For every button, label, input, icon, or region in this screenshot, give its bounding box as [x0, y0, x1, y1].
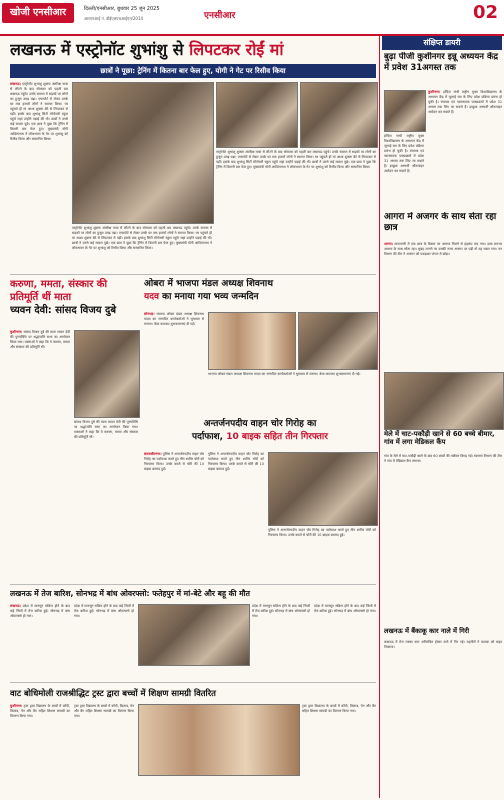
story2-photo[interactable]	[74, 330, 140, 418]
story2-title-black: च्यवन देवी: सांसद विजय दुबे	[10, 305, 117, 316]
sidebar-item3-title: मेले में चाट-पकौड़ी खाने से 60 बच्चे बीमार, गांव में लगा मेडिकल कैंप	[384, 430, 495, 446]
page-number: 02	[472, 2, 498, 23]
sidebar-item2-title: आगरा में अजगर के साथ सेता रहा छात्र	[384, 212, 497, 233]
sidebar-item1-photo[interactable]	[384, 90, 426, 132]
story5-body-text-cont3: प्रदेश में मानसून सक्रिय होने के बाद कई जिलों में तेज बारिश हुई। सोनभद्र में बांध ओवरफ्लो हो गया।	[314, 604, 376, 613]
lead-body-col3	[72, 226, 212, 272]
divider	[10, 274, 376, 275]
story5-photo[interactable]	[138, 604, 250, 666]
story6-body-text-cont: ट्रस्ट द्वारा विद्यालय के बच्चों में कॉपी, किताब, पेन और बैग सहित शिक्षण सामग्री का वितरण किया गया।	[74, 704, 134, 718]
story4-body-text-cont2: पुलिस ने अन्तर्जनपदीय वाहन चोर गिरोह का पर्दाफाश करते हुए तीन शातिर चोरों को गिरफ्तार किया। उनके कब्जे से चोरी की 10 बाइक बरामद हुईं।	[268, 528, 376, 537]
sidebar-item3-text: गांव के मेले में चाट-पकौड़ी खाने के बाद 60 बच्चों की तबीयत बिगड़ गई। स्वास्थ्य विभाग की टीम ने गांव में मेडिकल कैंप लगाया।	[384, 454, 502, 463]
sidebar-item4-title: लखनऊ में बैंकाकू कार नाले में गिरी	[384, 627, 470, 635]
story6-body-col2	[74, 704, 134, 798]
lead-body-col1	[10, 82, 68, 272]
story3-body-text: भाजपा ओबरा मंडल अध्यक्ष शिवनाथ यादव का जन्मदिन कार्यकर्ताओं ने धूमधाम से मनाया। केक काटकर शुभकामनाएं दी गईं।	[144, 312, 204, 326]
sidebar-item3-headline[interactable]	[384, 430, 502, 452]
sidebar-item2-text: ताजनगरी में एक छात्र के बिस्तर पर अजगर मिलने से हड़कंप मच गया। छात्र रातभर अजगर के साथ सोता रहा। सुबह जागने पर उसकी नजर अजगर पर पड़ी तो वह घबरा गया। वन विभाग की टीम ने अजगर को पकड़कर जंगल में छोड़ा।	[384, 242, 502, 256]
story5-byline: लखनऊ।	[10, 604, 21, 608]
story3-headline[interactable]	[144, 278, 376, 308]
story5-body-text-cont2: प्रदेश में मानसून सक्रिय होने के बाद कई जिलों में तेज बारिश हुई। सोनभद्र में बांध ओवरफ्लो हो गया।	[252, 604, 310, 618]
story4-body-col2	[208, 452, 264, 582]
sidebar-photo-mid[interactable]	[384, 372, 504, 430]
story4-title-red: 10 बाइक सहित तीन गिरफ्तार	[226, 432, 328, 442]
lead-headline-black: लखनऊ में एस्ट्रोनॉट शुभांशु से	[10, 40, 184, 59]
sidebar-item4-text: लखनऊ में तेज रफ्तार कार अनियंत्रित होकर नाले में गिर गई। राहगीरों ने चालक को बाहर निकाला।	[384, 640, 502, 649]
sidebar-item2-byline: आगरा।	[384, 242, 393, 246]
sidebar-item1-body-col2	[384, 134, 424, 210]
story4-title-line1: अन्तर्जनपदीय वाहन चोर गिरोह का	[203, 419, 317, 429]
story2-byline: कुशीनगर।	[10, 330, 23, 334]
story3-photo-1[interactable]	[208, 312, 296, 370]
story4-body	[144, 452, 204, 582]
lead-body-text-cont2: एस्ट्रोनॉट शुभांशु शुक्ला अंतरिक्ष यात्रा से लौटने के बाद सोमवार को पहली बार लखनऊ पहुंचे। उनके स्वागत में सड़कों पर लोगों का हुजूम उमड़ पड़ा। एयरपोर्ट से लेकर उनके घर तक हजारों लोगों ने स्वागत किया। घर पहुंचते ही मां आशा शुक्ला बेटे से लिपटकर रो पड़ीं। इसके बाद शुभांशु सिटी मॉन्टेसरी स्कूल पहुंचे जहां उन्होंने पढ़ाई की थी। छात्रों ने उनसे कई सवाल पूछे। एक छात्र ने पूछा कि ट्रेनिंग में कितनी बार फेल हुए। मुख्यमंत्री योगी आदित्यनाथ ने लोकभवन के गेट पर शुभांशु को रिसीव किया और सम्मानित किया।	[72, 226, 212, 250]
story2-body-col2	[74, 420, 138, 480]
sidebar-item1-text: इन्दिरा गांधी राष्ट्रीय मुक्त विश्वविद्यालय के अध्ययन केंद्र में जुलाई सत्र के लिए प्रवेश प्रक्रिया प्रारंभ हो चुकी है। स्नातक एवं परास्नातक पाठ्यक्रमों में प्रवेश 31 अगस्त तक लिए जा सकते हैं। इच्छुक अभ्यर्थी ऑनलाइन आवेदन कर सकते हैं।	[428, 90, 502, 114]
story5-body-col3	[252, 604, 310, 680]
story6-body-text: ट्रस्ट द्वारा विद्यालय के बच्चों में कॉपी, किताब, पेन और बैग सहित शिक्षण सामग्री का वितरण किया गया।	[10, 704, 70, 718]
lead-body-col2	[216, 150, 376, 270]
story3-body-col2	[208, 372, 376, 416]
registration-number: आरएनआई नं. डीईएलएचआईएन/2014	[84, 16, 144, 21]
sidebar-item2-headline[interactable]	[384, 212, 502, 240]
story4-title-black: पर्दाफाश,	[192, 432, 224, 442]
story6-headline[interactable]	[10, 684, 376, 702]
lead-subhead: छात्रों ने पूछा: ट्रेनिंग में कितना बार फेल हुए, योगी ने गेट पर रिसीव किया	[10, 64, 376, 78]
column-rule	[379, 36, 380, 798]
story3-title-line1: ओबरा में भाजपा मंडल अध्यक्ष शिवनाथ	[144, 279, 273, 289]
lead-photo-2[interactable]	[216, 82, 298, 148]
story4-body-text: पुलिस ने अन्तर्जनपदीय वाहन चोर गिरोह का पर्दाफाश करते हुए तीन शातिर चोरों को गिरफ्तार किया। उनके कब्जे से चोरी की 10 बाइक बरामद हुईं।	[144, 452, 204, 471]
masthead	[0, 0, 504, 36]
sidebar-item2-body	[384, 242, 502, 370]
lead-body-text: एस्ट्रोनॉट शुभांशु शुक्ला अंतरिक्ष यात्रा से लौटने के बाद सोमवार को पहली बार लखनऊ पहुंचे। उनके स्वागत में सड़कों पर लोगों का हुजूम उमड़ पड़ा। एयरपोर्ट से लेकर उनके घर तक हजारों लोगों ने स्वागत किया। घर पहुंचते ही मां आशा शुक्ला बेटे से लिपटकर रो पड़ीं। इसके बाद शुभांशु सिटी मॉन्टेसरी स्कूल पहुंचे जहां उन्होंने पढ़ाई की थी। छात्रों ने उनसे कई सवाल पूछे। एक छात्र ने पूछा कि ट्रेनिंग में कितनी बार फेल हुए। मुख्यमंत्री योगी आदित्यनाथ ने लोकभवन के गेट पर शुभांशु को रिसीव किया और सम्मानित किया।	[10, 82, 68, 141]
section-name: एनसीआर	[204, 11, 236, 21]
sidebar-item1-byline: कुशीनगर।	[428, 90, 441, 94]
story2-body-text: सांसद विजय दुबे की माता च्यवन देवी की पुण्यतिथि पर श्रद्धांजलि सभा का आयोजन किया गया। वक्ताओं ने कहा कि वे करुणा, ममता और संस्कार की प्रतिमूर्ति थीं।	[10, 330, 70, 349]
story6-body	[10, 704, 70, 798]
story3-title-name: यदव	[144, 292, 160, 302]
story2-headline[interactable]	[10, 278, 138, 324]
sidebar-item1-text-cont: इन्दिरा गांधी राष्ट्रीय मुक्त विश्वविद्यालय के अध्ययन केंद्र में जुलाई सत्र के लिए प्रवेश प्रक्रिया प्रारंभ हो चुकी है। स्नातक एवं परास्नातक पाठ्यक्रमों में प्रवेश 31 अगस्त तक लिए जा सकते हैं। इच्छुक अभ्यर्थी ऑनलाइन आवेदन कर सकते हैं।	[384, 134, 424, 173]
lead-headline[interactable]	[10, 36, 376, 64]
story6-body-col3	[302, 704, 376, 798]
story5-body-col4	[314, 604, 376, 680]
story6-byline: कुशीनगर।	[10, 704, 23, 708]
story6-title: वाट बोधिमोली राजश्रीद्धिट ट्रस्ट द्वारा बच्चों में शिक्षण सामग्री वितरित	[10, 688, 216, 698]
story5-body	[10, 604, 70, 680]
sidebar-item3-body	[384, 454, 502, 622]
story3-body-text-cont: भाजपा ओबरा मंडल अध्यक्ष शिवनाथ यादव का जन्मदिन कार्यकर्ताओं ने धूमधाम से मनाया। केक काटकर शुभकामनाएं दी गईं।	[208, 372, 361, 376]
story4-headline[interactable]	[144, 418, 376, 448]
sidebar-item4-headline[interactable]	[384, 624, 502, 638]
story3-photo-2[interactable]	[298, 312, 378, 370]
story2-body	[10, 330, 70, 480]
story5-headline[interactable]	[10, 586, 376, 602]
sidebar-label: संक्षिप्त डायरी	[382, 36, 502, 50]
publication-logo[interactable]: खोजी एनसीआर	[2, 3, 74, 23]
lead-byline: लखनऊ।	[10, 82, 21, 86]
sidebar-item1-body	[428, 90, 502, 210]
sidebar-item4-body	[384, 640, 502, 798]
story3-title-line2: का मनाया गया भव्य जन्मदिन	[162, 292, 259, 302]
story6-photo[interactable]	[138, 704, 300, 776]
story4-photo[interactable]	[268, 452, 378, 526]
lead-body-text-cont: एस्ट्रोनॉट शुभांशु शुक्ला अंतरिक्ष यात्रा से लौटने के बाद सोमवार को पहली बार लखनऊ पहुंचे। उनके स्वागत में सड़कों पर लोगों का हुजूम उमड़ पड़ा। एयरपोर्ट से लेकर उनके घर तक हजारों लोगों ने स्वागत किया। घर पहुंचते ही मां आशा शुक्ला बेटे से लिपटकर रो पड़ीं। इसके बाद शुभांशु सिटी मॉन्टेसरी स्कूल पहुंचे जहां उन्होंने पढ़ाई की थी। छात्रों ने उनसे कई सवाल पूछे। एक छात्र ने पूछा कि ट्रेनिंग में कितनी बार फेल हुए। मुख्यमंत्री योगी आदित्यनाथ ने लोकभवन के गेट पर शुभांशु को रिसीव किया और सम्मानित किया।	[216, 150, 376, 169]
story4-body-text-cont: पुलिस ने अन्तर्जनपदीय वाहन चोर गिरोह का पर्दाफाश करते हुए तीन शातिर चोरों को गिरफ्तार किया। उनके कब्जे से चोरी की 10 बाइक बरामद हुईं।	[208, 452, 264, 471]
lead-photo-3[interactable]	[300, 82, 378, 148]
story5-title: लखनऊ में तेज बारिश, सोनभद्र में बांध ओवरफ्लो: फतेहपुर में मां-बेटे और बहू की मौत	[10, 589, 250, 598]
issue-date: दिल्ली/एनसीआर, बुधवार 25 जून 2025	[84, 6, 160, 12]
story4-byline: संतकबीरनगर।	[144, 452, 162, 456]
story3-byline: सोनभद्र।	[144, 312, 155, 316]
story4-body-col3	[268, 528, 376, 582]
sidebar-item1-headline[interactable]	[384, 52, 502, 88]
sidebar-item1-title: बुढ़ा पीजी कुशीनगर इन्नू अध्ययन केंद्र में प्रवेश 31अगस्त तक	[384, 52, 498, 73]
story5-body-text-cont: प्रदेश में मानसून सक्रिय होने के बाद कई जिलों में तेज बारिश हुई। सोनभद्र में बांध ओवरफ्लो हो गया।	[74, 604, 134, 618]
divider	[10, 584, 376, 585]
story2-body-text-cont: सांसद विजय दुबे की माता च्यवन देवी की पुण्यतिथि पर श्रद्धांजलि सभा का आयोजन किया गया। वक्ताओं ने कहा कि वे करुणा, ममता और संस्कार की प्रतिमूर्ति थीं।	[74, 420, 138, 439]
divider	[10, 682, 376, 683]
story6-body-text-cont2: ट्रस्ट द्वारा विद्यालय के बच्चों में कॉपी, किताब, पेन और बैग सहित शिक्षण सामग्री का वितरण किया गया।	[302, 704, 376, 713]
story2-title-red: करुणा, ममता, संस्कार की प्रतिमूर्ति थीं माता	[10, 279, 108, 303]
story3-body	[144, 312, 204, 416]
story5-body-col2	[74, 604, 134, 680]
lead-photo-main[interactable]	[72, 82, 214, 224]
story5-body-text: प्रदेश में मानसून सक्रिय होने के बाद कई जिलों में तेज बारिश हुई। सोनभद्र में बांध ओवरफ्लो हो गया।	[10, 604, 70, 618]
lead-headline-red: लिपटकर रोईं मां	[189, 40, 284, 59]
